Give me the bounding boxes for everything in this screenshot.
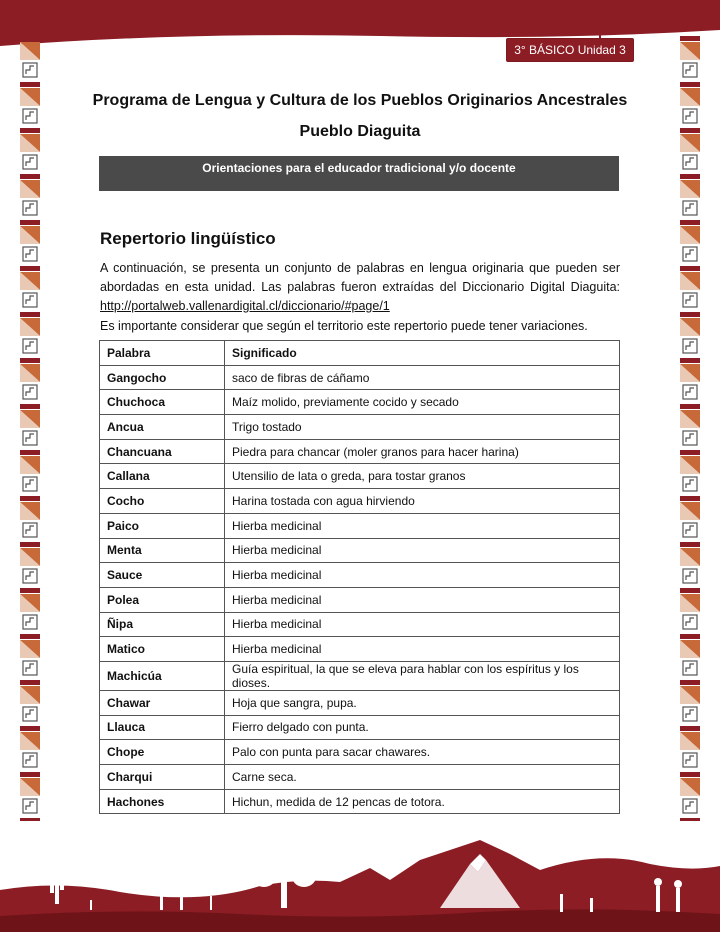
page-title: Programa de Lengua y Cultura de los Pueblos Originarios Ancestrales (92, 92, 628, 109)
pattern-tile (20, 36, 40, 77)
unit-badge: 3° BÁSICO Unidad 3 (506, 38, 634, 62)
pattern-tile (680, 726, 700, 767)
pattern-tile (20, 542, 40, 583)
diaguita-pattern-border-right (680, 36, 700, 821)
meaning-cell: Guía espiritual, la que se eleva para hablar con los espíritus y los dioses. (225, 661, 620, 690)
word-cell: Callana (100, 464, 225, 489)
pattern-tile (680, 496, 700, 537)
table-row (100, 740, 620, 765)
word-cell: Llauca (100, 715, 225, 740)
pattern-tile (20, 634, 40, 675)
note-paragraph: Es importante considerar que según el territorio este repertorio puede tener variaciones. (100, 319, 588, 333)
pattern-tile (680, 312, 700, 353)
meaning-cell: Trigo tostado (225, 415, 620, 440)
word-cell: Sauce (100, 563, 225, 588)
word-cell: Polea (100, 587, 225, 612)
table-row (100, 513, 620, 538)
meaning-cell: Maíz molido, previamente cocido y secado (225, 390, 620, 415)
pattern-tile (20, 358, 40, 399)
table-row (100, 563, 620, 588)
word-cell: Hachones (100, 789, 225, 814)
pattern-tile (20, 404, 40, 445)
table-row (100, 765, 620, 790)
pattern-tile (20, 496, 40, 537)
section-bar: Orientaciones para el educador tradicional y/o docente (99, 156, 619, 191)
pattern-tile (680, 404, 700, 445)
table-row (100, 715, 620, 740)
diaguita-pattern-border-left (20, 36, 40, 821)
pattern-tile (680, 220, 700, 261)
table-row (100, 415, 620, 440)
table-row (100, 690, 620, 715)
pattern-tile (680, 634, 700, 675)
pattern-tile (20, 772, 40, 813)
meaning-cell: Utensilio de lata o greda, para tostar granos (225, 464, 620, 489)
meaning-cell: Hierba medicinal (225, 612, 620, 637)
meaning-cell: Hierba medicinal (225, 587, 620, 612)
word-cell: Chuchoca (100, 390, 225, 415)
pattern-tile (20, 588, 40, 629)
meaning-cell: Piedra para chancar (moler granos para hacer harina) (225, 439, 620, 464)
pattern-tile (20, 220, 40, 261)
table-row (100, 489, 620, 514)
word-cell: Ñipa (100, 612, 225, 637)
word-cell: Cocho (100, 489, 225, 514)
pattern-tile (680, 174, 700, 215)
word-cell: Chawar (100, 690, 225, 715)
badge-divider (599, 0, 601, 38)
table-row (100, 365, 620, 390)
pattern-tile (20, 312, 40, 353)
page-subtitle: Pueblo Diaguita (299, 123, 421, 140)
word-cell: Matico (100, 637, 225, 662)
pattern-tile (20, 450, 40, 491)
meaning-cell: Hierba medicinal (225, 637, 620, 662)
word-cell: Machicúa (100, 661, 225, 690)
meaning-cell: Hierba medicinal (225, 563, 620, 588)
table-row (100, 390, 620, 415)
table-row (100, 637, 620, 662)
word-cell: Chope (100, 740, 225, 765)
meaning-cell: Fierro delgado con punta. (225, 715, 620, 740)
table-header-row (100, 341, 620, 366)
table-row (100, 464, 620, 489)
pattern-tile (680, 772, 700, 813)
pattern-tile (680, 588, 700, 629)
pattern-tile (680, 542, 700, 583)
word-cell: Charqui (100, 765, 225, 790)
meaning-cell: Hichun, medida de 12 pencas de totora. (225, 789, 620, 814)
word-cell: Paico (100, 513, 225, 538)
pattern-tile (680, 450, 700, 491)
pattern-tile (680, 266, 700, 307)
vocabulary-table (99, 340, 620, 814)
meaning-cell: saco de fibras de cáñamo (225, 365, 620, 390)
table-row (100, 612, 620, 637)
word-cell: Gangocho (100, 365, 225, 390)
header-word: Palabra (100, 341, 225, 366)
word-cell: Ancua (100, 415, 225, 440)
intro-paragraph (100, 259, 620, 316)
dictionary-link[interactable]: http://portalweb.vallenardigital.cl/diccionario/#page/1 (100, 299, 390, 313)
table-row (100, 538, 620, 563)
table-row (100, 661, 620, 690)
pattern-tile (680, 680, 700, 721)
meaning-cell: Hoja que sangra, pupa. (225, 690, 620, 715)
table-row (100, 439, 620, 464)
section-heading: Repertorio lingüístico (100, 229, 276, 248)
pattern-tile (20, 174, 40, 215)
table-row (100, 587, 620, 612)
word-cell: Menta (100, 538, 225, 563)
meaning-cell: Harina tostada con agua hirviendo (225, 489, 620, 514)
landscape-silhouette (0, 820, 720, 932)
pattern-tile (680, 358, 700, 399)
meaning-cell: Palo con punta para sacar chawares. (225, 740, 620, 765)
meaning-cell: Hierba medicinal (225, 513, 620, 538)
meaning-cell: Carne seca. (225, 765, 620, 790)
pattern-tile (20, 726, 40, 767)
table-row (100, 789, 620, 814)
meaning-cell: Hierba medicinal (225, 538, 620, 563)
word-cell: Chancuana (100, 439, 225, 464)
header-meaning: Significado (225, 341, 620, 366)
pattern-tile (20, 680, 40, 721)
pattern-tile (20, 266, 40, 307)
pattern-tile (680, 36, 700, 77)
intro-text: A continuación, se presenta un conjunto de palabras en lengua originaria que pueden ser abordadas en esta unidad. Las palabras fueron extraídas del Diccionario Digital Diaguita: (100, 261, 620, 294)
